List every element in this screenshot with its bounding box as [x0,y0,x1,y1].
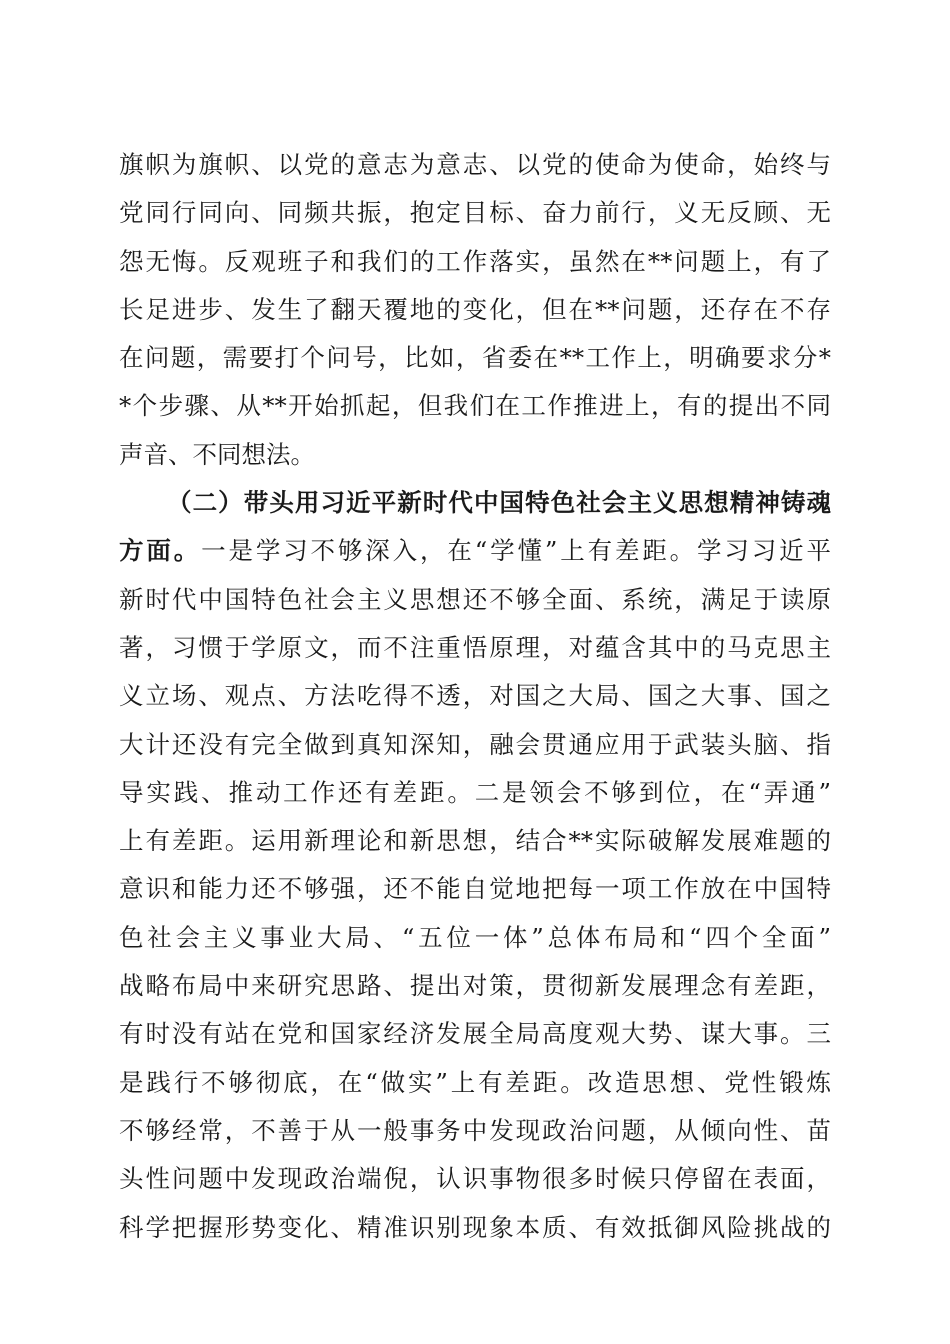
text-line: 是践行不够彻底，在“做实”上有差距。改造思想、党性锻炼 [119,1067,831,1097]
text-line: 声音、不同想法。 [119,439,315,469]
text-line: 不够经常，不善于从一般事务中发现政治问题，从倾向性、苗 [119,1115,831,1145]
text-line: 大计还没有完全做到真知深知，融会贯通应用于武装头脑、指 [119,729,831,759]
text-line: *个步骤、从**开始抓起，但我们在工作推进上，有的提出不同 [119,391,831,421]
text-line: 战略布局中来研究思路、提出对策，贯彻新发展理念有差距， [119,971,831,1001]
text-line: 长足进步、发生了翻天覆地的变化，但在**问题，还存在不存 [119,294,831,324]
text-line [119,527,831,575]
text-line: 导实践、推动工作还有差距。二是领会不够到位，在“弄通” [119,777,831,807]
text-line: 党同行同向、同频共振，抱定目标、奋力前行，义无反顾、无 [119,198,831,228]
paragraph-1 [119,141,831,479]
text-line: 上有差距。运用新理论和新思想，结合**实际破解发展难题的 [119,826,831,856]
text-line: 科学把握形势变化、精准识别现象本质、有效抵御风险挑战的 [119,1212,831,1242]
text-line: 色社会主义事业大局、“五位一体”总体布局和“四个全面” [119,922,831,952]
text-line: 著，习惯于学原文，而不注重悟原理，对蕴含其中的马克思主 [119,632,831,662]
paragraph-2 [119,479,831,1252]
section-heading-end: 方面。 [119,536,202,566]
text-line: 有时没有站在党和国家经济发展全局高度观大势、谋大事。三 [119,1019,831,1049]
text-line: 义立场、观点、方法吃得不透，对国之大局、国之大事、国之 [119,681,831,711]
section-heading: （二）带头用习近平新时代中国特色社会主义思想精神铸魂 [167,488,831,518]
text-line: 在问题，需要打个问号，比如，省委在**工作上，明确要求分* [119,343,831,373]
document-body [119,141,831,1252]
text-line: 旗帜为旗帜、以党的意志为意志、以党的使命为使命，始终与 [119,150,831,179]
text-line: 怨无悔。反观班子和我们的工作落实，虽然在**问题上，有了 [119,246,831,276]
text-line: 新时代中国特色社会主义思想还不够全面、系统，满足于读原 [119,584,831,614]
text-span: 一是学习不够深入，在“学懂”上有差距。学习习近平 [201,536,831,566]
text-line: 头性问题中发现政治端倪，认识事物很多时候只停留在表面， [119,1164,831,1194]
text-line: 意识和能力还不够强，还不能自觉地把每一项工作放在中国特 [119,874,831,904]
